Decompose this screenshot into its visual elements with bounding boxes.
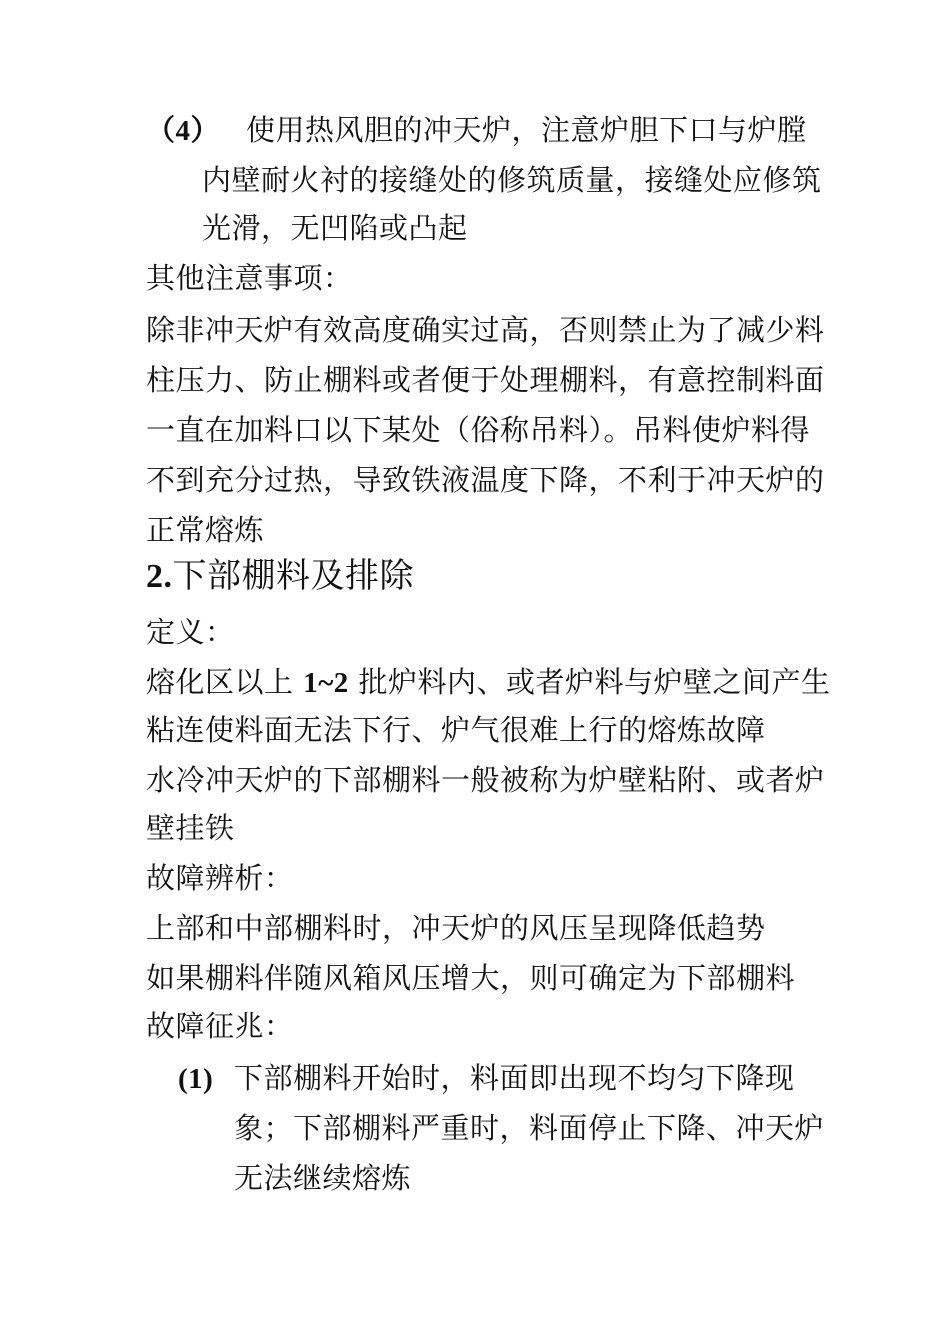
diagnosis-line-1: 上部和中部棚料时，冲天炉的风压呈现降低趋势 [146,911,766,945]
list-item-4 [146,112,220,149]
other-notes-line-5: 正常熔炼 [146,513,265,547]
item4-line-3: 光滑，无凹陷或凸起 [202,211,468,245]
other-notes-line-3: 一直在加料口以下某处（俗称吊料）。吊料使炉料得 [146,413,811,447]
definition-line-1 [146,664,831,701]
symptom-item-1-line-2: 象；下部棚料严重时，料面停止下降、冲天炉 [234,1111,825,1145]
other-notes-line-1: 除非冲天炉有效高度确实过高，否则禁止为了减少料 [146,313,825,347]
other-notes-line-2: 柱压力、防止棚料或者便于处理棚料，有意控制料面 [146,363,825,397]
section-title: 下部棚料及排除 [172,556,414,596]
definition-line-3: 水冷冲天炉的下部棚料一般被称为炉壁粘附、或者炉 [146,763,825,797]
definition-title: 定义： [146,615,235,649]
other-notes-line-4: 不到充分过热，导致铁液温度下降，不利于冲天炉的 [146,463,825,497]
definition-line-1-end: 批炉料内、或者炉料与炉壁之间产生 [348,665,831,699]
symptom-item-1-marker [178,1060,213,1097]
symptom-item-1-line-3: 无法继续熔炼 [234,1161,412,1195]
definition-line-1-start: 熔化区以上 [146,665,304,699]
section-heading [146,556,414,597]
list-marker-1: (1) [178,1063,214,1095]
definition-line-2: 粘连使料面无法下行、炉气很难上行的熔炼故障 [146,713,766,747]
diagnosis-line-2: 如果棚料伴随风箱风压增大，则可确定为下部棚料 [146,961,796,995]
list-marker-4: （4） [146,115,221,147]
symptoms-title: 故障征兆： [146,1009,294,1043]
other-notes-title: 其他注意事项： [146,261,353,295]
definition-batch-count: 1~2 [303,667,349,699]
item4-line-1: 使用热风胆的冲天炉，注意炉胆下口与炉膛 [246,113,807,147]
diagnosis-title: 故障辨析： [146,861,294,895]
symptom-item-1-line-1: 下部棚料开始时，料面即出现不均匀下降现 [234,1061,795,1095]
item4-line-2: 内壁耐火衬的接缝处的修筑质量，接缝处应修筑 [202,163,822,197]
definition-line-4: 壁挂铁 [146,811,235,845]
section-number: 2. [146,558,173,595]
